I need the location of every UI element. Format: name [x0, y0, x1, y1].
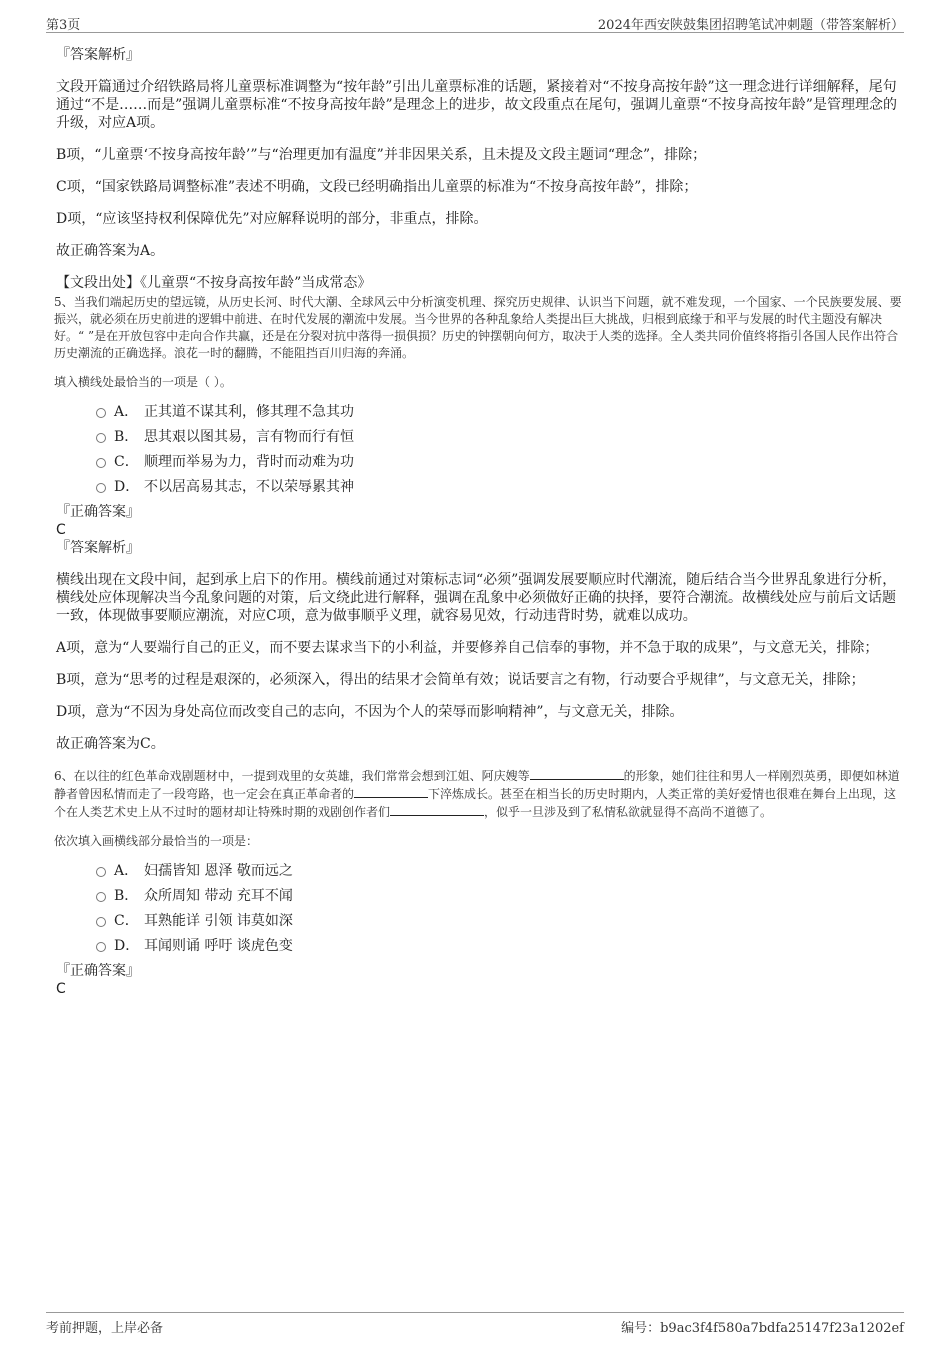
option-label: C． — [114, 454, 139, 470]
answer-label: 『正确答案』 — [56, 963, 140, 979]
stem-text: 6、在以往的红色革命戏剧题材中，一提到戏里的女英雄，我们常常会想到江姐、阿庆嫂等 — [54, 769, 530, 783]
answer-value: C — [56, 981, 66, 997]
option-text: 众所周知 带动 充耳不闻 — [144, 888, 293, 904]
page-footer — [46, 1312, 904, 1337]
analysis-paragraph: A项，意为“人要端行自己的正义，而不要去谋求当下的小利益，并要修养自己信奉的事物，并不急于取的成果”，与文意无关，排除； — [56, 640, 879, 656]
radio-icon[interactable] — [96, 483, 106, 493]
option-text: 耳熟能详 引领 讳莫如深 — [144, 913, 293, 929]
analysis-label: 『答案解析』 — [56, 540, 140, 556]
option-text: 妇孺皆知 恩泽 敬而远之 — [144, 863, 293, 879]
option-list — [56, 403, 902, 503]
option-label: D． — [114, 479, 140, 495]
fill-blank — [354, 785, 428, 798]
analysis-label: 『答案解析』 — [56, 47, 140, 63]
question-stem: 5、当我们端起历史的望远镜，从历史长河、时代大潮、全球风云中分析演变机理、探究历史规律、认识当下问题，就不难发现，一个国家、一个民族要发展、要振兴，就必须在历史前进的逻辑中前进、在时代发展的潮流中发展。当今世界的各种乱象给人类提出巨大挑战，归根到底缘于和平与发展的时代主题没有解决好。“ ”是在开放包容中走向合作共赢，还是在分裂对抗中落得一损俱损？历史的钟摆朝向何方，取决于人类的选择。全人类共同价值终将指引各国人民作出符合历史潮流的正确选择。浪花一时的翻腾，不能阻挡百川归海的奔涌。 — [54, 295, 902, 360]
stem-text: 的形象，她们往往和男人一样刚烈英勇，即便如林道静者曾因私情而走了一段弯路，也一定会在真正革命者的 — [54, 769, 900, 801]
analysis-paragraph: 文段开篇通过介绍铁路局将儿童票标准调整为“按年龄”引出儿童票标准的话题，紧接着对“不按身高按年龄”这一理念进行详细解释，尾句通过“不是……而是”强调儿童票标准“不按身高按年龄”是理念上的进步，故文段重点在尾句，强调儿童票“不按身高按年龄”是管理理念的升级，对应A项。 — [56, 79, 897, 131]
radio-icon[interactable] — [96, 408, 106, 418]
page-header — [46, 14, 904, 33]
option-b[interactable] — [96, 887, 902, 912]
correct-answer-line: 故正确答案为A。 — [56, 243, 165, 259]
option-label: C． — [114, 913, 139, 929]
option-label: A． — [114, 404, 139, 420]
radio-icon[interactable] — [96, 892, 106, 902]
option-label: A． — [114, 863, 139, 879]
question-prompt: 填入横线处最恰当的一项是（ ）。 — [54, 375, 232, 389]
option-text: 思其艰以图其易，言有物而行有恒 — [144, 429, 354, 445]
fill-blank — [530, 767, 624, 780]
correct-answer-line: 故正确答案为C。 — [56, 736, 165, 752]
option-c[interactable] — [96, 912, 902, 937]
option-text: 正其道不谋其利，修其理不急其功 — [144, 404, 354, 420]
option-b[interactable] — [96, 428, 902, 453]
option-label: B． — [114, 888, 139, 904]
option-label: B． — [114, 429, 139, 445]
source-citation: 【文段出处】《儿童票“不按身高按年龄”当成常态》 — [56, 275, 372, 291]
option-text: 不以居高易其志，不以荣辱累其神 — [144, 479, 354, 495]
radio-icon[interactable] — [96, 867, 106, 877]
option-text: 顺理而举易为力，背时而动难为功 — [144, 454, 354, 470]
analysis-paragraph: B项，“儿童票‘不按身高按年龄’”与“治理更加有温度”并非因果关系，且未提及文段主题词“理念”，排除； — [56, 147, 707, 163]
analysis-paragraph: D项，“应该坚持权利保障优先”对应解释说明的部分，非重点，排除。 — [56, 211, 488, 227]
option-text: 耳闻则诵 呼吁 谈虎色变 — [144, 938, 293, 954]
analysis-paragraph: D项，意为“不因为身处高位而改变自己的志向，不因为个人的荣辱而影响精神”，与文意无关，排除。 — [56, 704, 684, 720]
option-a[interactable] — [96, 403, 902, 428]
analysis-paragraph: B项，意为“思考的过程是艰深的，必须深入，得出的结果才会简单有效；说话要言之有物，行动要合乎规律”，与文意无关，排除； — [56, 672, 865, 688]
radio-icon[interactable] — [96, 458, 106, 468]
footer-slogan: 考前押题，上岸必备 — [46, 1321, 164, 1336]
option-d[interactable] — [96, 478, 902, 503]
radio-icon[interactable] — [96, 917, 106, 927]
option-a[interactable] — [96, 862, 902, 887]
stem-text: 下淬炼成长。甚至在相当长的历史时期内，人类正常的美好爱情也很难在舞台上出现，这个在人类艺术史上从不过时的题材却让特殊时期的戏剧创作者们 — [54, 787, 897, 819]
analysis-paragraph: 横线出现在文段中间，起到承上启下的作用。横线前通过对策标志词“必须”强调发展要顺应时代潮流，随后结合当今世界乱象进行分析，横线处应体现解决当今乱象问题的对策，后文绕此进行解释，强调在乱象中必须做好正确的抉择，要符合潮流。故横线处应与前后文话题一致，体现做事要顺应潮流，对应C项，意为做事顺乎义理，就容易见效，行动违背时势，就难以成功。 — [56, 572, 897, 624]
option-d[interactable] — [96, 937, 902, 962]
answer-label: 『正确答案』 — [56, 504, 140, 520]
answer-value: C — [56, 522, 66, 538]
radio-icon[interactable] — [96, 942, 106, 952]
page-number: 第3页 — [46, 18, 81, 33]
stem-text: ，似乎一旦涉及到了私情私欲就显得不高尚不道德了。 — [484, 805, 773, 819]
analysis-paragraph: C项，“国家铁路局调整标准”表述不明确，文段已经明确指出儿童票的标准为“不按身高按年龄”，排除； — [56, 179, 698, 195]
option-label: D． — [114, 938, 140, 954]
page-content — [56, 46, 902, 998]
document-title: 2024年西安陕鼓集团招聘笔试冲刺题（带答案解析） — [597, 18, 904, 33]
question-prompt: 依次填入画横线部分最恰当的一项是： — [54, 834, 259, 848]
document-id: 编号：b9ac3f4f580a7bdfa25147f23a1202ef — [621, 1321, 904, 1336]
option-c[interactable] — [96, 453, 902, 478]
radio-icon[interactable] — [96, 433, 106, 443]
option-list — [56, 862, 902, 962]
question-stem — [54, 767, 902, 821]
fill-blank — [390, 803, 484, 816]
